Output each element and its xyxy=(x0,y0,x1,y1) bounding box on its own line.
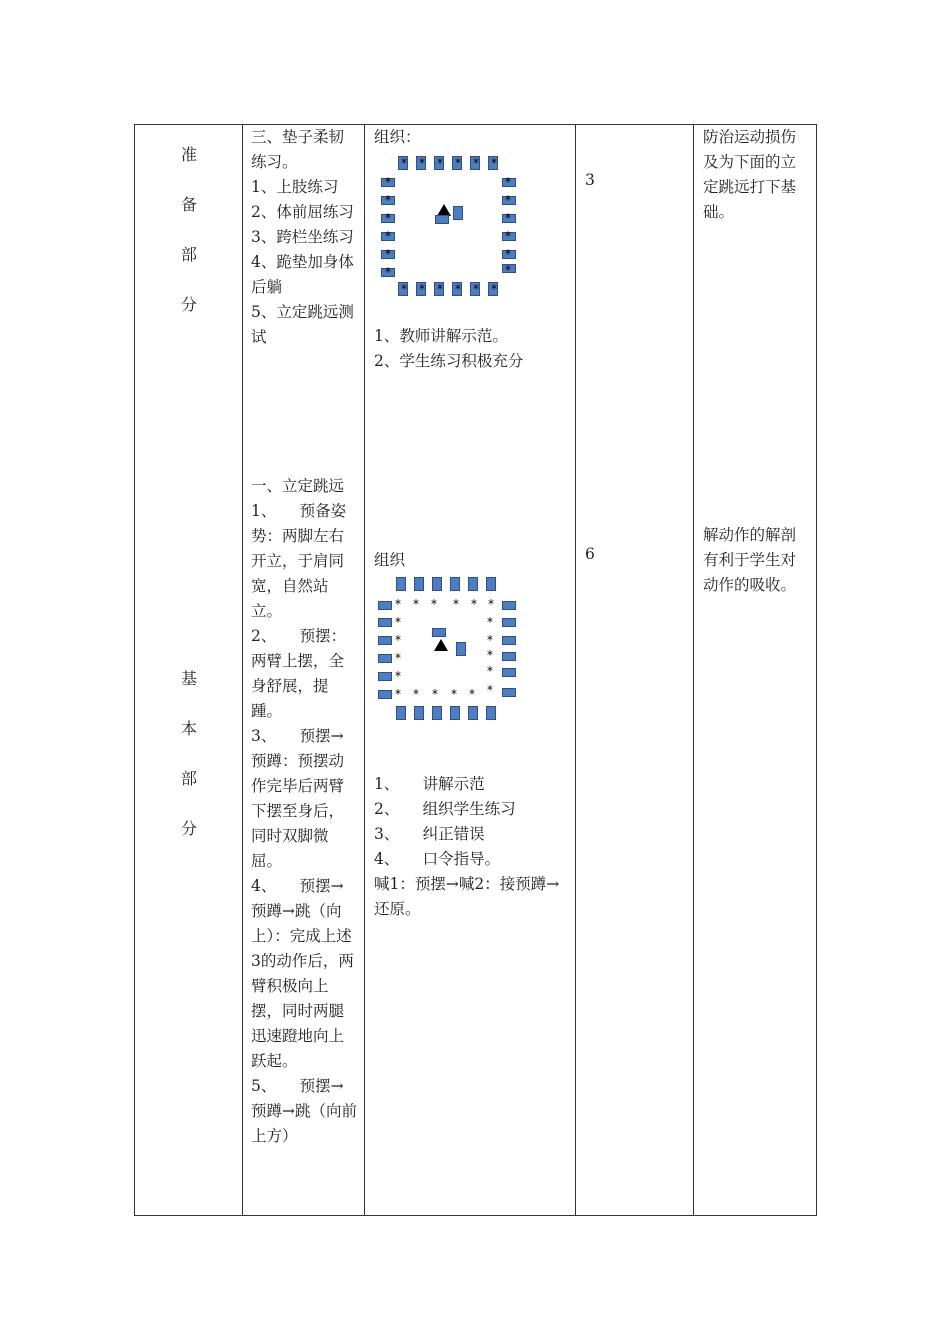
asterisk-icon: * xyxy=(487,633,493,647)
mat-icon xyxy=(456,642,466,656)
section-char: 本 xyxy=(180,719,197,738)
asterisk-icon: * xyxy=(432,687,438,701)
mat-icon xyxy=(432,577,442,591)
asterisk-icon: * xyxy=(401,156,407,170)
mat-icon xyxy=(414,706,424,720)
section-char: 部 xyxy=(180,245,197,264)
prep-content: 三、垫子柔韧练习。 1、上肢练习 2、体前屈练习 3、跨栏坐练习 4、跪垫加身体后躺 5、立定跳远测试 xyxy=(251,128,354,346)
basic-content: 一、立定跳远 1、 预备姿势：两脚左右开立，于肩同宽，自然站立。 2、 预摆：两臂上摆，全身舒展，提踵。 3、 预摆→预蹲：预摆动作完毕后两臂下摆至身后，同时双脚微屈。 4、 预摆→预蹲→跳（向上）：完成上述3的动作后，两臂积极向上摆，同时两腿迅速蹬地向上跃起。 5、 预摆→预蹲→跳（向前上方） xyxy=(251,477,357,1145)
asterisk-icon: * xyxy=(395,669,401,683)
asterisk-icon: * xyxy=(487,615,493,629)
asterisk-icon: * xyxy=(419,282,425,296)
asterisk-icon: * xyxy=(505,211,511,225)
mat-icon xyxy=(435,215,449,224)
column-divider xyxy=(364,124,365,1215)
asterisk-icon: * xyxy=(455,156,461,170)
column-divider xyxy=(693,124,694,1215)
prep-time: 3 xyxy=(585,171,595,189)
asterisk-icon: * xyxy=(505,175,511,189)
mat-icon xyxy=(502,636,516,645)
mat-icon xyxy=(502,668,516,677)
section-char: 分 xyxy=(180,819,197,838)
section-char: 准 xyxy=(180,145,197,164)
asterisk-icon: * xyxy=(437,282,443,296)
mat-icon xyxy=(396,706,406,720)
mat-icon xyxy=(450,577,460,591)
asterisk-icon: * xyxy=(395,651,401,665)
mat-icon xyxy=(453,206,463,220)
mat-icon xyxy=(502,601,516,610)
prep-section-label xyxy=(174,130,204,330)
mat-icon xyxy=(378,690,392,699)
mat-icon xyxy=(378,601,392,610)
basic-purpose: 解动作的解剖有利于学生对动作的吸收。 xyxy=(703,526,797,594)
asterisk-icon: * xyxy=(471,597,477,611)
mat-icon xyxy=(502,652,516,661)
basic-org-notes: 1、 讲解示范 2、 组织学生练习 3、 纠正错误 4、 口令指导。 喊1：预摆→喊2：接预蹲→还原。 xyxy=(374,775,560,918)
asterisk-icon: * xyxy=(395,687,401,701)
asterisk-icon: * xyxy=(385,211,391,225)
asterisk-icon: * xyxy=(419,156,425,170)
mat-icon xyxy=(432,628,446,637)
asterisk-icon: * xyxy=(401,282,407,296)
asterisk-icon: * xyxy=(413,597,419,611)
mat-icon xyxy=(468,706,478,720)
mat-icon xyxy=(502,618,516,627)
asterisk-icon: * xyxy=(505,247,511,261)
mat-icon xyxy=(502,688,516,697)
asterisk-icon: * xyxy=(451,687,457,701)
column-divider xyxy=(242,124,243,1215)
asterisk-icon: * xyxy=(385,193,391,207)
mat-icon xyxy=(378,636,392,645)
asterisk-icon: * xyxy=(491,282,497,296)
asterisk-icon: * xyxy=(437,156,443,170)
asterisk-icon: * xyxy=(395,597,401,611)
section-char: 部 xyxy=(180,769,197,788)
section-char: 基 xyxy=(180,669,197,688)
basic-section-label xyxy=(174,654,204,854)
mat-icon xyxy=(378,672,392,681)
asterisk-icon: * xyxy=(385,229,391,243)
asterisk-icon: * xyxy=(431,597,437,611)
asterisk-icon: * xyxy=(491,156,497,170)
triangle-icon xyxy=(434,639,448,651)
asterisk-icon: * xyxy=(505,263,511,277)
asterisk-icon: * xyxy=(385,175,391,189)
mat-icon xyxy=(468,577,478,591)
asterisk-icon: * xyxy=(487,683,493,697)
asterisk-icon: * xyxy=(385,265,391,279)
asterisk-icon: * xyxy=(385,247,391,261)
asterisk-icon: * xyxy=(473,156,479,170)
mat-icon xyxy=(432,706,442,720)
asterisk-icon: * xyxy=(453,597,459,611)
section-char: 备 xyxy=(180,195,197,214)
asterisk-icon: * xyxy=(487,664,493,678)
basic-time: 6 xyxy=(585,545,595,563)
asterisk-icon: * xyxy=(505,193,511,207)
prep-purpose: 防治运动损伤及为下面的立定跳远打下基础。 xyxy=(703,128,797,221)
asterisk-icon: * xyxy=(469,687,475,701)
asterisk-icon: * xyxy=(487,648,493,662)
mat-icon xyxy=(414,577,424,591)
asterisk-icon: * xyxy=(413,687,419,701)
mat-icon xyxy=(378,654,392,663)
basic-org-title: 组织 xyxy=(374,551,406,569)
column-divider xyxy=(575,124,576,1215)
asterisk-icon: * xyxy=(488,597,494,611)
asterisk-icon: * xyxy=(473,282,479,296)
mat-icon xyxy=(486,577,496,591)
section-char: 分 xyxy=(180,295,197,314)
prep-org-notes: 1、教师讲解示范。 2、学生练习积极充分 xyxy=(374,327,524,370)
mat-icon xyxy=(396,577,406,591)
mat-icon xyxy=(378,618,392,627)
asterisk-icon: * xyxy=(455,282,461,296)
mat-icon xyxy=(486,706,496,720)
prep-org-title: 组织： xyxy=(374,128,421,146)
asterisk-icon: * xyxy=(505,229,511,243)
mat-icon xyxy=(450,706,460,720)
asterisk-icon: * xyxy=(395,615,401,629)
asterisk-icon: * xyxy=(395,633,401,647)
